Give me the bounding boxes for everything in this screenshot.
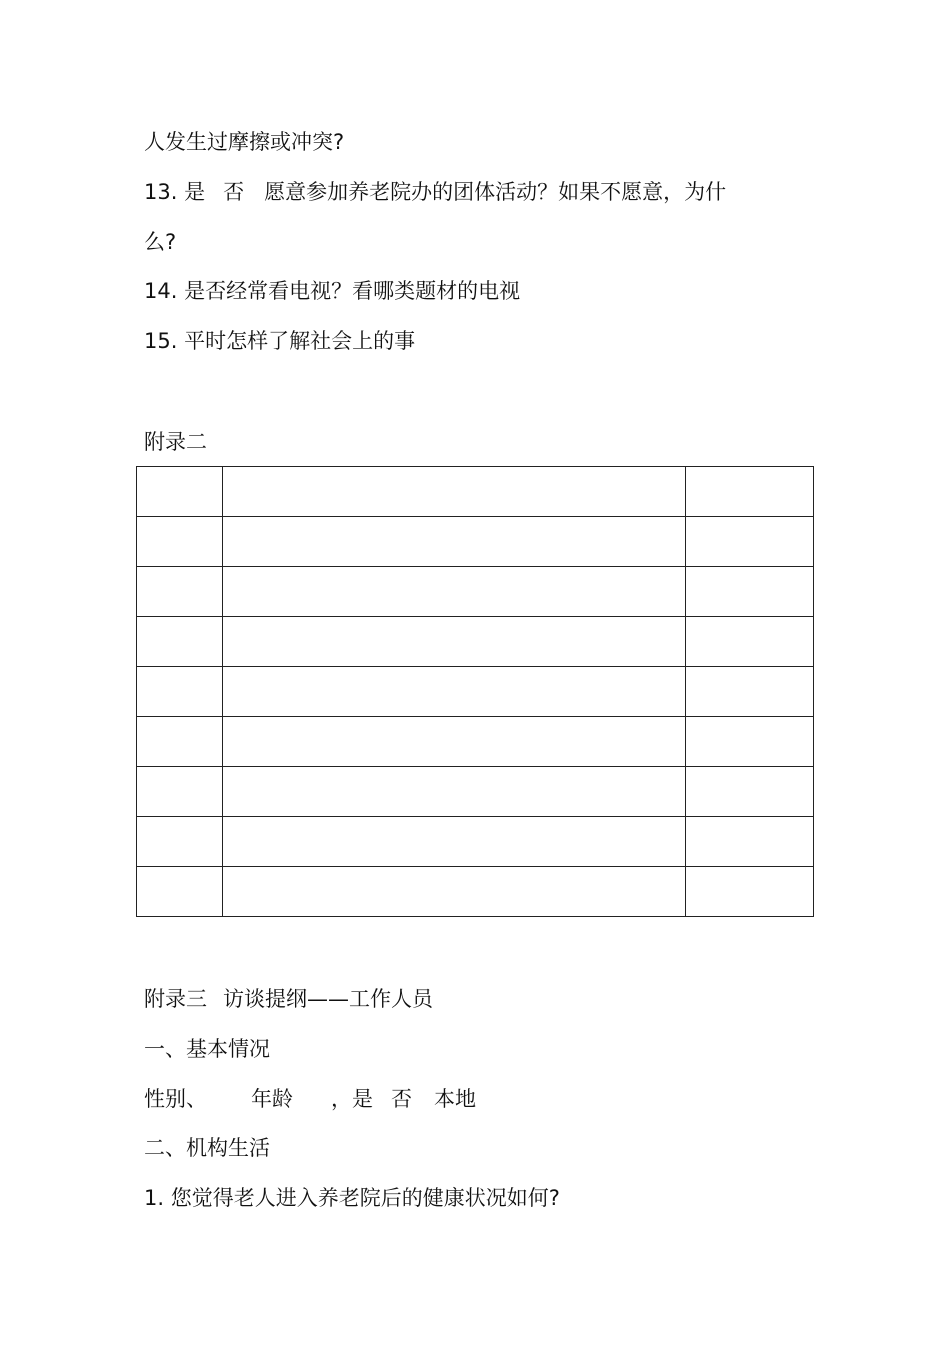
section-institution-life: 二、机构生活 <box>144 1136 270 1160</box>
table-cell <box>137 767 223 817</box>
q13-text: 愿意参加养老院办的团体活动？如果不愿意，为什 <box>264 180 727 204</box>
table-cell <box>137 817 223 867</box>
table-cell <box>686 617 814 667</box>
local-option-no: 否 <box>391 1087 412 1111</box>
table-cell <box>223 467 686 517</box>
table-cell <box>686 667 814 717</box>
local-label: 本地 <box>434 1087 476 1111</box>
question-14: 14. 是否经常看电视？看哪类题材的电视 <box>144 279 521 303</box>
table-row <box>137 817 814 867</box>
appendix-2-heading: 附录二 <box>144 430 207 454</box>
table-cell <box>686 817 814 867</box>
table-cell <box>223 717 686 767</box>
table-cell <box>137 617 223 667</box>
table-row <box>137 467 814 517</box>
table-row <box>137 517 814 567</box>
table-row <box>137 567 814 617</box>
table-cell <box>137 517 223 567</box>
table-cell <box>686 567 814 617</box>
table-cell <box>137 467 223 517</box>
table-cell <box>223 617 686 667</box>
appendix-3-title: 访谈提纲——工作人员 <box>223 987 433 1011</box>
table-row <box>137 667 814 717</box>
table-cell <box>223 867 686 917</box>
appendix-3-heading <box>144 985 433 1013</box>
basic-info-fields <box>144 1085 476 1113</box>
local-question: ，是 <box>331 1087 373 1111</box>
age-label: 年龄 <box>251 1087 293 1111</box>
question-15: 15. 平时怎样了解社会上的事 <box>144 329 416 353</box>
appendix-2-table <box>136 466 814 917</box>
table-cell <box>686 517 814 567</box>
table-cell <box>223 667 686 717</box>
appendix-3-label: 附录三 <box>144 987 207 1011</box>
table-cell <box>223 817 686 867</box>
q13-option-no: 否 <box>223 180 245 204</box>
table-row <box>137 717 814 767</box>
table-cell <box>223 517 686 567</box>
table-cell <box>137 567 223 617</box>
table-cell <box>686 867 814 917</box>
table-cell <box>137 717 223 767</box>
q13-prefix: 13. 是 <box>144 180 206 204</box>
table-cell <box>223 567 686 617</box>
table-cell <box>686 717 814 767</box>
question-1: 1. 您觉得老人进入养老院后的健康状况如何? <box>144 1186 560 1210</box>
gender-label: 性别、 <box>144 1087 207 1111</box>
table-cell <box>137 867 223 917</box>
table-cell <box>686 467 814 517</box>
question-13-continuation: 么? <box>144 230 177 254</box>
table-cell <box>137 667 223 717</box>
question-13 <box>144 178 726 206</box>
table-cell <box>223 767 686 817</box>
table-row <box>137 867 814 917</box>
section-basic-info: 一、基本情况 <box>144 1037 270 1061</box>
question-continuation-text: 人发生过摩擦或冲突? <box>144 130 345 154</box>
table-row <box>137 617 814 667</box>
table-cell <box>686 767 814 817</box>
table-row <box>137 767 814 817</box>
